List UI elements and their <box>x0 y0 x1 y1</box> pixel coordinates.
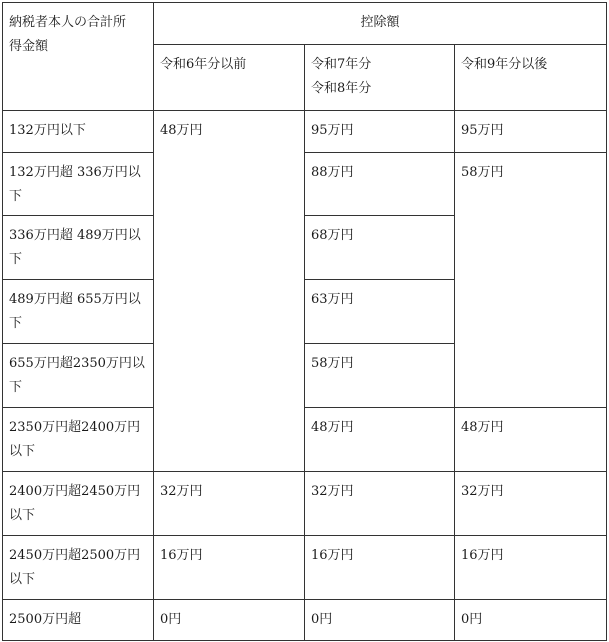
r78-cell <box>305 408 455 472</box>
r6-cell <box>154 536 305 600</box>
r9-value: 0円 <box>461 612 483 627</box>
r6-value: 0円 <box>160 612 182 627</box>
income-cell <box>3 344 154 408</box>
income-header-line2: 得金額 <box>9 39 49 54</box>
income-text-line2: 以下 <box>9 572 36 587</box>
r78-value: 48万円 <box>311 420 354 435</box>
income-text-line2: 下 <box>9 316 23 331</box>
r78-cell <box>305 111 455 153</box>
income-text: 132万円以下 <box>9 123 86 138</box>
r78-value: 63万円 <box>311 292 354 307</box>
table-row <box>3 408 607 472</box>
deduction-header-label: 控除額 <box>360 15 400 30</box>
r78-cell <box>305 472 455 536</box>
r78-value: 16万円 <box>311 548 354 563</box>
r9-cell <box>455 153 607 408</box>
income-cell <box>3 111 154 153</box>
r6-value: 16万円 <box>160 548 203 563</box>
r78-value: 58万円 <box>311 356 354 371</box>
income-cell <box>3 600 154 641</box>
col-header-r6 <box>154 45 305 111</box>
table-row <box>3 536 607 600</box>
r9-value: 58万円 <box>461 165 504 180</box>
r9-value: 95万円 <box>461 123 504 138</box>
income-cell <box>3 408 154 472</box>
income-text-line2: 以下 <box>9 508 36 523</box>
income-text-line1: 2350万円超2400万円 <box>9 420 141 435</box>
col-header-r9 <box>455 45 607 111</box>
r6-value: 48万円 <box>160 123 203 138</box>
r6-cell <box>154 600 305 641</box>
col-header-r78 <box>305 45 455 111</box>
income-text-line1: 336万円超 489万円以 <box>9 228 141 243</box>
income-text-line2: 下 <box>9 380 23 395</box>
r6-cell <box>154 472 305 536</box>
r78-cell <box>305 536 455 600</box>
basic-deduction-table <box>2 2 607 641</box>
r6-value: 32万円 <box>160 484 203 499</box>
table-row <box>3 472 607 536</box>
r78-cell <box>305 153 455 216</box>
table-row <box>3 111 607 153</box>
income-text-line1: 2400万円超2450万円 <box>9 484 141 499</box>
table-row <box>3 600 607 641</box>
r9-cell <box>455 600 607 641</box>
income-text-line2: 下 <box>9 252 23 267</box>
r6-cell <box>154 111 305 472</box>
income-header-line1: 納税者本人の合計所 <box>9 15 127 30</box>
r9-cell <box>455 472 607 536</box>
income-text-line2: 以下 <box>9 444 36 459</box>
income-text: 2500万円超 <box>9 612 82 627</box>
r78-value: 95万円 <box>311 123 354 138</box>
r9-cell <box>455 536 607 600</box>
r78-cell <box>305 600 455 641</box>
income-cell <box>3 153 154 216</box>
r78-value: 88万円 <box>311 165 354 180</box>
r9-cell <box>455 111 607 153</box>
income-text-line1: 489万円超 655万円以 <box>9 292 141 307</box>
income-cell <box>3 536 154 600</box>
r78-cell <box>305 344 455 408</box>
income-text-line1: 2450万円超2500万円 <box>9 548 141 563</box>
table-row <box>3 153 607 216</box>
col-header-r9-label: 令和9年分以後 <box>461 57 548 72</box>
col-header-r6-label: 令和6年分以前 <box>160 57 247 72</box>
col-header-r78-line1: 令和7年分 <box>311 57 372 72</box>
deduction-header-cell <box>154 3 607 45</box>
r9-value: 48万円 <box>461 420 504 435</box>
income-header-cell <box>3 3 154 111</box>
r78-value: 68万円 <box>311 228 354 243</box>
r9-value: 32万円 <box>461 484 504 499</box>
income-cell <box>3 216 154 280</box>
col-header-r78-line2: 令和8年分 <box>311 81 372 96</box>
income-cell <box>3 472 154 536</box>
r9-value: 16万円 <box>461 548 504 563</box>
income-text-line1: 132万円超 336万円以 <box>9 165 141 180</box>
table-header-row <box>3 3 607 45</box>
r78-cell <box>305 216 455 280</box>
r78-value: 32万円 <box>311 484 354 499</box>
r78-cell <box>305 280 455 344</box>
income-cell <box>3 280 154 344</box>
r78-value: 0円 <box>311 612 333 627</box>
income-text-line2: 下 <box>9 189 23 204</box>
income-text-line1: 655万円超2350万円以 <box>9 356 145 371</box>
r9-cell <box>455 408 607 472</box>
